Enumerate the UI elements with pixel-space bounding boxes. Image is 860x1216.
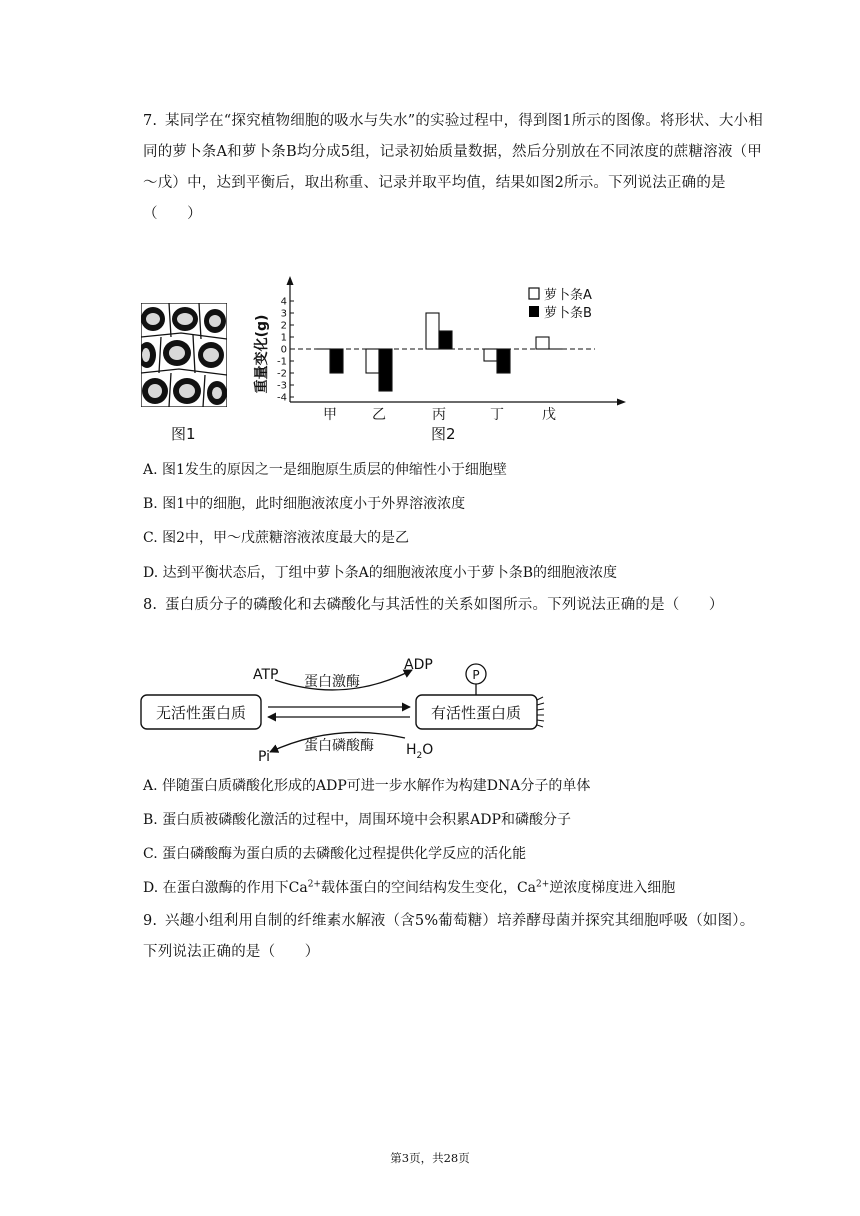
atp-label: ATP	[253, 667, 279, 683]
q7-option-c: C. 图2中，甲～戊蔗糖溶液浓度最大的是乙	[143, 530, 410, 546]
y-tick-label: 4	[280, 296, 287, 308]
y-tick-label: -3	[277, 380, 287, 392]
y-axis-arrow	[287, 276, 294, 285]
adp-label: ADP	[404, 657, 433, 673]
figure-1-cells	[141, 303, 227, 407]
q7-option-a: A. 图1发生的原因之一是细胞原生质层的伸缩性小于细胞壁	[143, 462, 507, 478]
x-category-label: 丙	[432, 407, 446, 423]
bar-b-3	[497, 349, 510, 373]
q7-stem-text: 某同学在“探究植物细胞的吸水与失水”的实验过程中，得到图1所示的图像。将形状、大小相同的萝卜条A和萝卜条B均分成5组，记录初始质量数据，然后分别放在不同浓度的蔗糖溶液（甲～戊）中，达到平衡后，取出称重、记录并取平均值，结果如图2所示。下列说法正确的是（ ）	[143, 113, 763, 222]
y-tick-label: 2	[280, 320, 287, 332]
legend-label-b: 萝卜条B	[544, 306, 592, 321]
legend-swatch-b	[529, 306, 539, 317]
bar-a-1	[366, 349, 379, 373]
figure-2-bar-chart	[240, 276, 640, 446]
bar-a-4	[536, 337, 549, 349]
chart-ylabel: 重量变化(g)	[254, 314, 270, 394]
phosphate-label: P	[472, 668, 480, 682]
q7-option-b: B. 图1中的细胞，此时细胞液浓度小于外界溶液浓度	[143, 496, 466, 512]
legend	[529, 287, 592, 321]
q8-phosphorylation-diagram	[140, 652, 560, 764]
h2o-label: $H_2O$	[406, 742, 434, 761]
x-axis-arrow	[617, 399, 626, 406]
pi-label: Pi	[258, 749, 271, 764]
q8-number: 8.	[143, 597, 158, 613]
q7-option-d: D. 达到平衡状态后，丁组中萝卜条A的细胞液浓度小于萝卜条B的细胞液浓度	[143, 565, 618, 581]
q9-stem	[143, 906, 763, 968]
active-protein-label: 有活性蛋白质	[430, 704, 522, 722]
legend-label-a: 萝卜条A	[544, 288, 592, 303]
q9-number: 9.	[143, 913, 158, 929]
y-tick-label: 0	[280, 344, 287, 356]
q8-option-c: C. 蛋白磷酸酶为蛋白质的去磷酸化过程提供化学反应的活化能	[143, 846, 527, 862]
y-tick-label: -4	[277, 392, 287, 404]
q7-number: 7.	[143, 113, 158, 129]
q7-stem	[143, 106, 763, 230]
active-protein-fringe	[537, 697, 544, 727]
q8-stem-text: 蛋白质分子的磷酸化和去磷酸化与其活性的关系如图所示。下列说法正确的是（ ）	[165, 597, 724, 613]
y-tick-label: -1	[277, 356, 287, 368]
q8-stem	[143, 590, 763, 621]
x-category-label: 乙	[372, 407, 386, 423]
bar-a-2	[426, 313, 439, 349]
bar-b-2	[439, 331, 452, 349]
x-category-label: 丁	[490, 407, 504, 423]
q9-stem-text: 兴趣小组利用自制的纤维素水解液（含5%葡萄糖）培养酵母菌并探究其细胞呼吸（如图）。下列说法正确的是（ ）	[143, 913, 755, 960]
bar-a-3	[484, 349, 497, 361]
y-tick-label: -2	[277, 368, 287, 380]
q8-option-a: A. 伴随蛋白质磷酸化形成的ADP可进一步水解作为构建DNA分子的单体	[143, 778, 591, 794]
figure-1-label: 图1	[171, 425, 196, 443]
bar-b-1	[379, 349, 392, 391]
figure-2-label: 图2	[431, 425, 456, 443]
y-tick-label: 1	[280, 332, 287, 344]
x-category-label: 甲	[323, 407, 337, 423]
page-footer: 第3页，共28页	[390, 1151, 470, 1165]
q8-option-b: B. 蛋白质被磷酸化激活的过程中，周围环境中会积累ADP和磷酸分子	[143, 812, 571, 828]
x-category-label: 戊	[542, 407, 556, 423]
phosphatase-label: 蛋白磷酸酶	[304, 738, 374, 754]
y-tick-label: 3	[280, 308, 287, 320]
inactive-protein-label: 无活性蛋白质	[155, 704, 247, 722]
bar-b-0	[330, 349, 343, 373]
q8-option-d: D. 在蛋白激酶的作用下$Ca^{2+}$载体蛋白的空间结构发生变化，$Ca^{2+}$逆浓度梯度进入细胞	[143, 879, 676, 896]
legend-swatch-a	[529, 288, 539, 299]
kinase-label: 蛋白激酶	[304, 674, 360, 690]
